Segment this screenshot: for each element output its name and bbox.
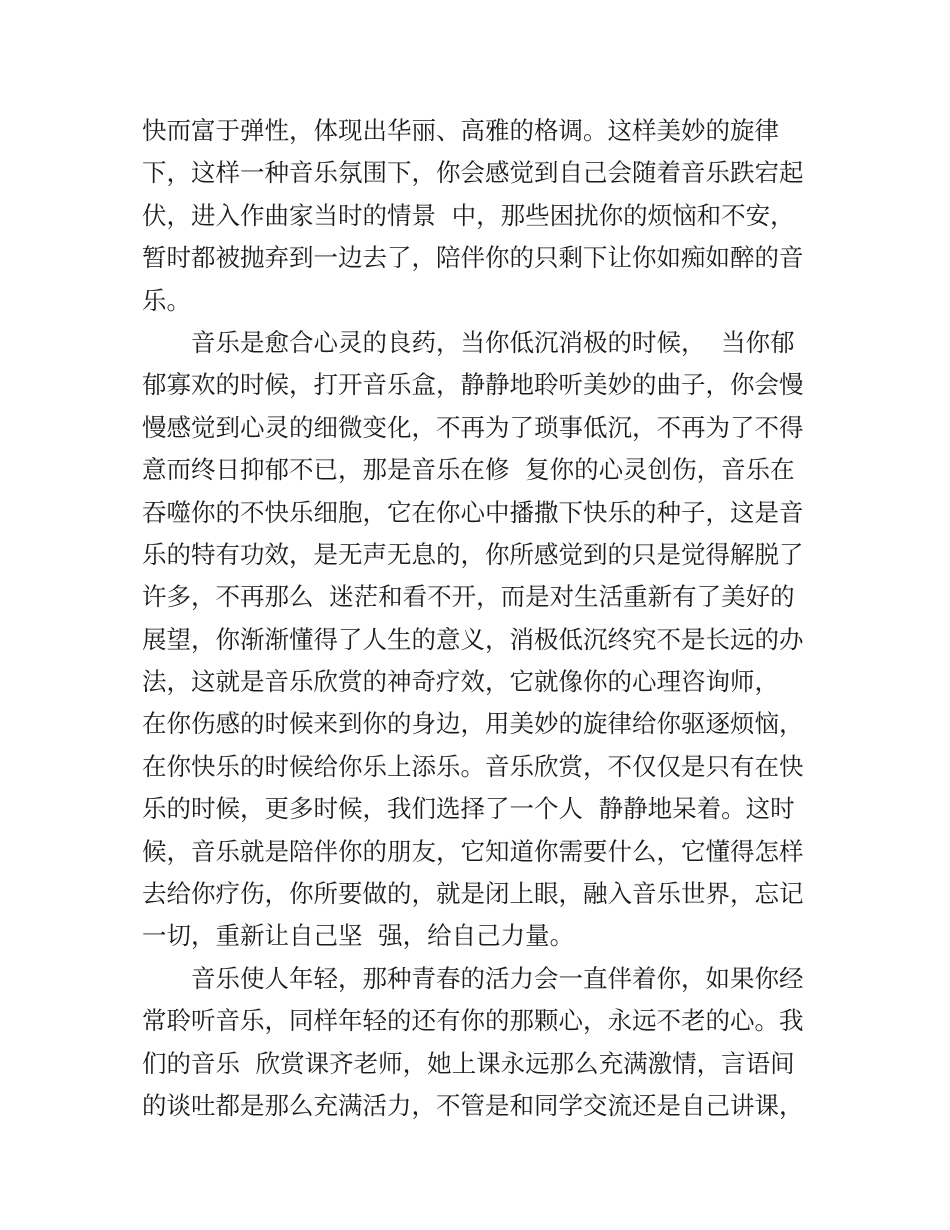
text-line: 在你快乐的时候给你乐上添乐。音乐欣赏，不仅仅是只有在快 bbox=[142, 751, 804, 781]
text-line: 郁寡欢的时候，打开音乐盒，静静地聆听美妙的曲子，你会慢 bbox=[142, 370, 804, 400]
text-line: 候，音乐就是陪伴你的朋友，它知道你需要什么，它懂得怎样 bbox=[142, 836, 804, 866]
text-line: 在你伤感的时候来到你的身边，用美妙的旋律给你驱逐烦恼， bbox=[142, 709, 804, 739]
text-line: 法，这就是音乐欣赏的神奇疗效，它就像你的心理咨询师， bbox=[142, 667, 779, 697]
text-line: 许多，不再那么 迷茫和看不开，而是对生活重新有了美好的 bbox=[142, 582, 795, 612]
text-line: 意而终日抑郁不已，那是音乐在修 复你的心灵创伤，音乐在 bbox=[142, 455, 795, 485]
text-line: 快而富于弹性，体现出华丽、高雅的格调。这样美妙的旋律 bbox=[142, 116, 779, 145]
text-line: 去给你疗伤，你所要做的，就是闭上眼，融入音乐世界，忘记 bbox=[142, 879, 804, 909]
text-line: 乐的特有功效，是无声无息的，你所感觉到的只是觉得解脱了 bbox=[142, 539, 804, 569]
text-line: 伏，进入作曲家当时的情景 中，那些困扰你的烦恼和不安， bbox=[142, 200, 795, 230]
body-text bbox=[142, 110, 812, 1127]
text-line: 展望，你渐渐懂得了人生的意义，消极低沉终究不是长远的办 bbox=[142, 624, 804, 654]
text-line: 下，这样一种音乐氛围下，你会感觉到自己会随着音乐跌宕起 bbox=[142, 158, 804, 188]
text-line: 常聆听音乐，同样年轻的还有你的那颗心，永远不老的心。我 bbox=[142, 1006, 804, 1036]
paragraph-start-line: 音乐使人年轻，那种青春的活力会一直伴着你，如果你经 bbox=[191, 963, 804, 993]
text-line: 吞噬你的不快乐细胞，它在你心中播撒下快乐的种子，这是音 bbox=[142, 497, 804, 527]
text-line: 的谈吐都是那么充满活力，不管是和同学交流还是自己讲课， bbox=[142, 1090, 804, 1120]
text-line: 乐的时候，更多时候，我们选择了一个人 静静地呆着。这时 bbox=[142, 794, 795, 824]
text-line: 们的音乐 欣赏课齐老师，她上课永远那么充满激情，言语间 bbox=[142, 1048, 795, 1078]
paragraph-start-line: 音乐是愈合心灵的良药，当你低沉消极的时候， 当你郁 bbox=[191, 327, 795, 357]
text-line: 慢感觉到心灵的细微变化，不再为了琐事低沉，不再为了不得 bbox=[142, 412, 804, 442]
text-line: 乐。 bbox=[142, 285, 191, 315]
text-line: 暂时都被抛弃到一边去了，陪伴你的只剩下让你如痴如醉的音 bbox=[142, 243, 804, 273]
text-line: 一切，重新让自己坚 强，给自己力量。 bbox=[142, 921, 575, 951]
